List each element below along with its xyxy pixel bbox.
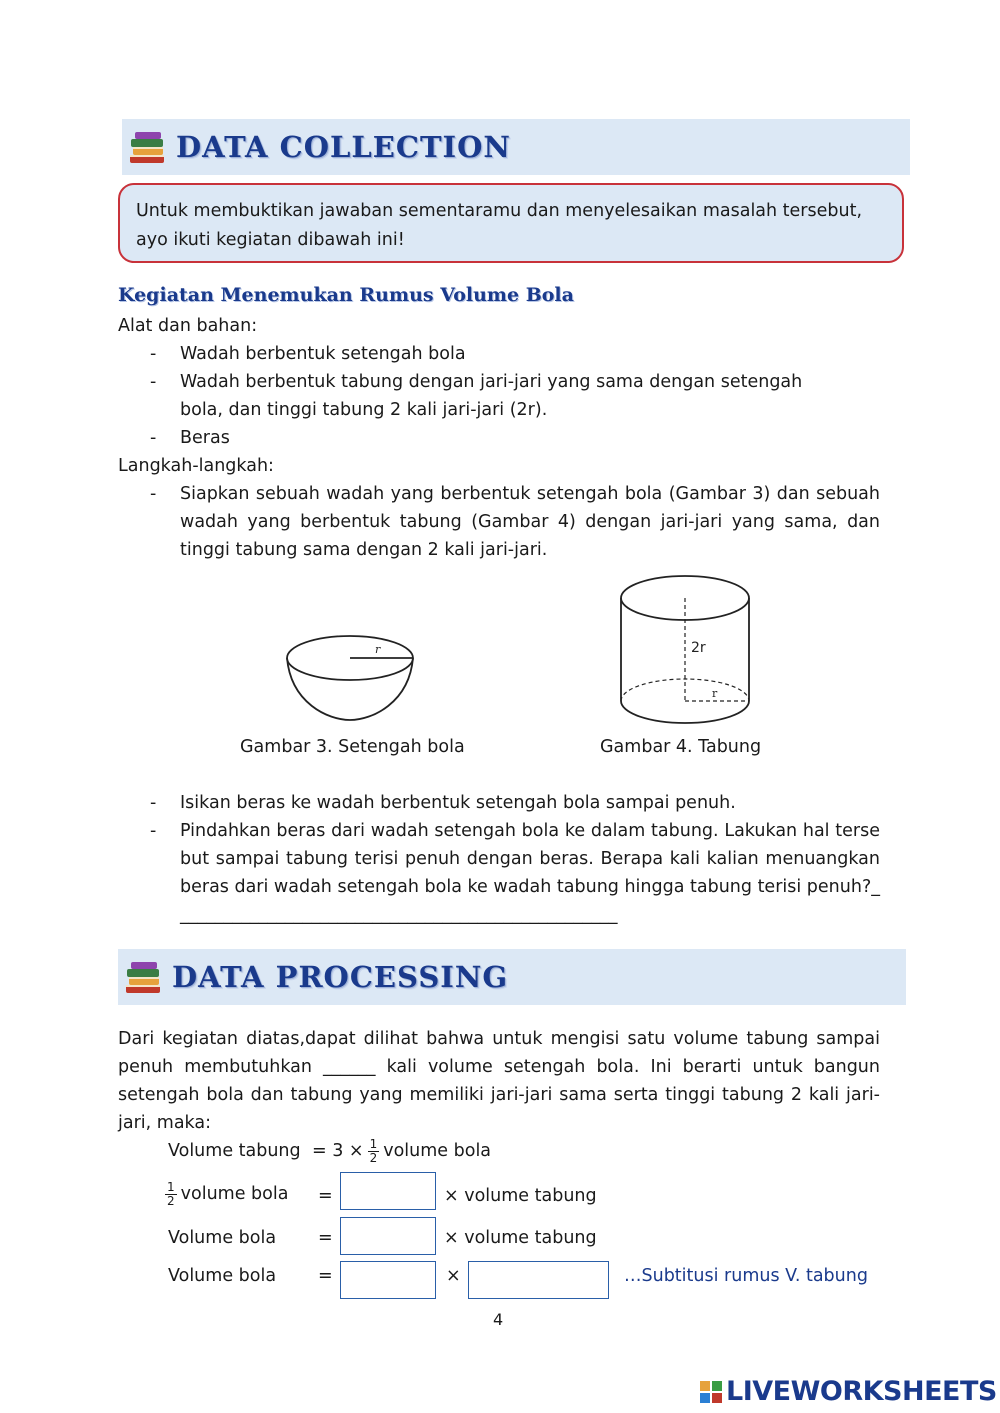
radius-label: r bbox=[712, 687, 718, 700]
steps-label: Langkah-langkah: bbox=[118, 456, 274, 476]
substitution-note: …Subtitusi rumus V. tabung bbox=[624, 1266, 868, 1286]
brand-text: LIVEWORKSHEETS bbox=[726, 1376, 997, 1407]
equals-sign: = bbox=[318, 1228, 333, 1248]
books-icon bbox=[122, 955, 166, 999]
step-item: Siapkan sebuah wadah yang berbentuk setengah bola (Gambar 3) dan sebuah wadah yang berbentuk tabung (Gambar 4) dengan jari-jari yang sama, dan tinggi tabung sama dengan 2 kali jari-jari. bbox=[180, 484, 880, 560]
hemisphere-caption: Gambar 3. Setengah bola bbox=[240, 737, 465, 757]
eq3-left: Volume bola bbox=[168, 1228, 277, 1248]
liveworksheets-brand[interactable] bbox=[700, 1376, 997, 1407]
answer-box-cylinder-formula[interactable] bbox=[468, 1261, 609, 1299]
section-title: DATA PROCESSING bbox=[172, 960, 509, 994]
hemisphere-figure bbox=[283, 628, 418, 726]
step-item: Isikan beras ke wadah berbentuk setengah bola sampai penuh. bbox=[180, 793, 736, 813]
eq3-right: × volume tabung bbox=[444, 1228, 597, 1248]
eq1-right bbox=[312, 1137, 491, 1165]
tools-label: Alat dan bahan: bbox=[118, 316, 258, 336]
callout-text: Untuk membuktikan jawaban sementaramu dan menyelesaikan masalah tersebut, ayo ikuti kegiatan dibawah ini! bbox=[136, 201, 863, 250]
bullet-dash: - bbox=[150, 428, 157, 448]
section-header-data-collection bbox=[122, 119, 910, 175]
section-header-data-processing bbox=[118, 949, 906, 1005]
tool-item: Wadah berbentuk setengah bola bbox=[180, 344, 466, 364]
bullet-dash: - bbox=[150, 344, 157, 364]
bullet-dash: - bbox=[150, 484, 157, 504]
step-item: Pindahkan beras dari wadah setengah bola ke dalam tabung. Lakukan hal tersebut sampai tabung terisi penuh dengan beras. Berapa kali kalian menuangkan beras dari wadah setengah bola ke wadah tabung hingga tabung terisi penuh?___________________________________________________ bbox=[180, 821, 880, 925]
cylinder-figure bbox=[600, 566, 770, 732]
equals-sign: = bbox=[318, 1186, 333, 1206]
half-fraction: $\frac{1}{2}$ bbox=[167, 1179, 175, 1208]
bullet-dash: - bbox=[150, 372, 157, 392]
eq1-left: Volume tabung bbox=[168, 1141, 301, 1161]
page-number: 4 bbox=[493, 1310, 504, 1329]
eq4-left: Volume bola bbox=[168, 1266, 277, 1286]
eq2-left: $\frac{1}{2}$ volume bola bbox=[167, 1179, 289, 1208]
tool-item: Beras bbox=[180, 428, 230, 448]
bullet-dash: - bbox=[150, 821, 157, 841]
activity-title: Kegiatan Menemukan Rumus Volume Bola bbox=[118, 284, 574, 306]
section-title: DATA COLLECTION bbox=[176, 130, 511, 164]
cylinder-caption: Gambar 4. Tabung bbox=[600, 737, 762, 757]
radius-label: r bbox=[375, 643, 381, 656]
instruction-callout bbox=[118, 183, 904, 263]
books-icon bbox=[126, 125, 170, 169]
eq2-right: × volume tabung bbox=[444, 1186, 597, 1206]
answer-box-coefficient[interactable] bbox=[340, 1261, 436, 1299]
equals-sign: = bbox=[318, 1266, 333, 1286]
liveworksheets-logo-icon bbox=[700, 1381, 722, 1403]
eq1-suffix: volume bola bbox=[383, 1141, 492, 1161]
half-fraction: $\frac{1}{2}$ bbox=[369, 1136, 378, 1165]
answer-box-sphere-volume[interactable] bbox=[340, 1217, 436, 1255]
height-label: 2r bbox=[691, 640, 706, 656]
processing-paragraph: Dari kegiatan diatas,dapat dilihat bahwa untuk mengisi satu volume tabung sampai penuh membutuhkan ______ kali volume setengah bola. Ini berarti untuk bangun setengah bola dan tabung yang memiliki jari-jari sama serta tinggi tabung 2 kali jari-jari, maka: bbox=[118, 1029, 880, 1133]
eq1-coefficient: = 3 × bbox=[312, 1141, 364, 1161]
answer-box-half-volume[interactable] bbox=[340, 1172, 436, 1210]
times-sign: × bbox=[446, 1266, 461, 1286]
bullet-dash: - bbox=[150, 793, 157, 813]
tool-item: Wadah berbentuk tabung dengan jari-jari yang sama dengan setengah bola, dan tinggi tabung 2 kali jari-jari (2r). bbox=[180, 372, 803, 420]
